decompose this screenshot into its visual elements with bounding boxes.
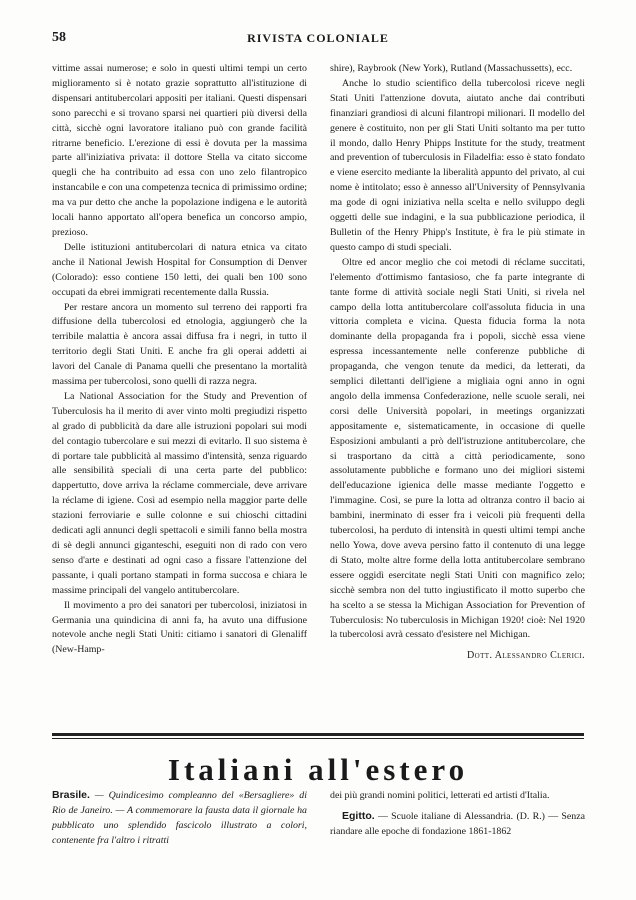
author-signature bbox=[330, 649, 585, 664]
news-text: — Scuole italiane di Alessandria. (D. R.) — Senza riandare alle epoche di fondazione 1861-1862 bbox=[330, 811, 585, 837]
page-number: 58 bbox=[52, 30, 66, 45]
news-item-egitto bbox=[330, 809, 585, 839]
page-header bbox=[52, 30, 584, 48]
section-divider bbox=[52, 733, 584, 736]
news-right-column bbox=[330, 788, 585, 839]
article-paragraph: shire), Raybrook (New York), Rutland (Massachussetts), ecc. bbox=[330, 63, 573, 74]
article-paragraph: La National Association for the Study and Prevention of Tuberculosis ha il merito di aver vinto molti pregiudizi rispetto al grado di pubblicità da dare alle istruzioni popolari sui modi del contagio tubercolare e sui mezzi di evitarlo. Il suo sistema è di portare tale pubblicità al massimo d'intensità, senza riguardo alle sensibilità speciali di una certa parte del pubblico: dappertutto, dove arriva la réclame commerciale, deve arrivare la réclame di igiene. Così ad esempio nella maggior parte delle stazioni ferroviarie e sulle colonne e sui chioschi cittadini dedicati agli annunci degli spettacoli e simili fanno bella mostra di sè degli annunci giganteschi, eseguiti non di rado con vero senso d'arte e destinati ad ogni caso a fissare l'attenzione del passante, i quali portano stampati in forma succosa e chiara le massime principali del vangelo antitubercolare. bbox=[52, 390, 307, 596]
section-title: Italiani all'estero bbox=[167, 752, 469, 787]
article-paragraph: Il movimento a pro dei sanatori per tubercolosi, iniziatosi in Germania una quindicina di anni fa, ha avuto una diffusione notevole anche negli Stati Uniti: citiamo i sanatori di Glenaliff (New-Hamp- bbox=[52, 599, 307, 656]
country-heading: Egitto. bbox=[342, 810, 375, 822]
article-left-column bbox=[52, 62, 307, 658]
article-right-column bbox=[330, 62, 585, 664]
article-paragraph: vittime assai numerose; e solo in questi ultimi tempi un certo miglioramento si è notato grazie soprattutto all'istituzione di dispensari antitubercolari appositi per italiani. Questi dispensari sono parecchi e si trovano sparsi nei quartieri più diversi della città, sicchè ogni lavoratore italiano può con grande facilità ritrarne beneficio. L'erezione di essi è dovuta per la massima parte all'iniziativa privata: il dottore Stella va citato siccome quegli che ha contribuito ad essa con uno zelo filantropico instancabile e con una competenza tecnica di primissimo ordine; ma va pur detto che anche la popolazione indigena e le autorità locali hanno apportato all'opera benefica un concorso ampio, prezioso. bbox=[52, 63, 308, 238]
section-divider-thin bbox=[52, 738, 584, 739]
article-paragraph: Oltre ed ancor meglio che coi metodi di réclame succitati, l'elemento d'ottimismo fantasioso, che fa parte integrante di tante forme di attività sociale negli Stati Uniti, si rivela nel campo della lotta antitubercolare coll'assoluta fiducia in una vittoria completa e vicina. Questa fiducia forma la nota dominante della propaganda fra i popoli, sicchè essa viene espressa incessantemente nelle conferenze pubbliche di propaganda, che vengon tenute da medici, da letterati, da semplici dilettanti dell'igiene a migliaia ogni anno in ogni angolo della immensa Confederazione, nelle scuole serali, nei corsi delle Università popolari, in meetings organizzati appositamente e, sistematicamente, in occasione di quelle Esposizioni ambulanti a prò dell'istruzione antitubercolare, che si trasportano da città a città periodicamente, sono assolutamente pubbliche e formano uno dei migliori sistemi dell'educazione igienica delle masse mediante l'oggetto e l'immagine. Così, se pure la lotta ad oltranza contro il bacio ai bambini, inerminato di esser fra i veicoli più frequenti della tubercolosi, ha perduto di intensità in questi ultimi tempi anche nello Yowa, dove aveva persino fatto il contenuto di una legge di Stato, molte altre forme della lotta antitubercolare sembrano essere oggidì esercitate negli Stati Uniti con magnifico zelo; sicchè sembra non del tutto ingiustificato il motto superbo che ha scelto a se stessa la Michigan Association for Prevention of Tuberculosis: No tuberculosis in Michigan 1920! cioè: Nel 1920 la tubercolosi avrà cessato d'esistere nel Michigan. bbox=[330, 256, 585, 641]
news-continuation: dei più grandi nomini politici, letterati ed artisti d'Italia. bbox=[330, 790, 550, 801]
article-paragraph: Anche lo studio scientifico della tubercolosi riceve negli Stati Uniti l'attenzione dovuta, aiutato anche dai contributi finanziari grandiosi di alcuni filantropi milionari. Il modello del genere è costituito, non per gli Stati Uniti soltanto ma per tutto il mondo, dallo Henry Phipps Institute for the study, treatment and prevention of tuberculosis in Filadelfia: esso è stato fondato e viene esercito mediante la liberalità appunto del privato, al cui nome è intitolato; esso è annesso all'University of Pennsylvania ma gode di ogni iniziativa nella scelta e nello sviluppo degli oggetti delle sue indagini, e la sua pubblicazione periodica, il Bulletin of the Henry Phipp's Institute, è fra le più stimate in questo campo di studi speciali. bbox=[330, 77, 585, 253]
news-text: — Quindicesimo compleanno del «Bersagliere» di Rio de Janeiro. — A commemorare la fausta data il giornale ha pubblicato uno splendido fascicolo illustrato a colori, contenente fra l'altro i ritratti bbox=[52, 790, 307, 846]
article-paragraph: Delle istituzioni antitubercolari di natura etnica va citato anche il National Jewish Hospital for Consumption di Denver (Colorado): esso contiene 150 letti, dei quali ben 100 sono occupati da ebrei immigrati recentemente dalla Russia. bbox=[52, 241, 307, 298]
news-item-brasile bbox=[52, 788, 307, 848]
country-heading: Brasile. bbox=[52, 789, 90, 801]
running-title: RIVISTA COLONIALE bbox=[247, 31, 389, 45]
author-signature-text: Dott. Alessandro Clerici. bbox=[467, 650, 585, 662]
article-paragraph: Per restare ancora un momento sul terreno dei rapporti fra diffusione della tubercolosi ed etnologia, aggiungerò che la terribile malattia è ancora assai diffusa fra i negri, in tutto il territorio degli Stati Uniti. E anche fra gli operai addetti ai lavori del Canale di Panama quelli che presentano la mortalità massima per tubercolosi, sono quelli di razza negra. bbox=[52, 301, 307, 388]
news-left-column bbox=[52, 788, 307, 848]
